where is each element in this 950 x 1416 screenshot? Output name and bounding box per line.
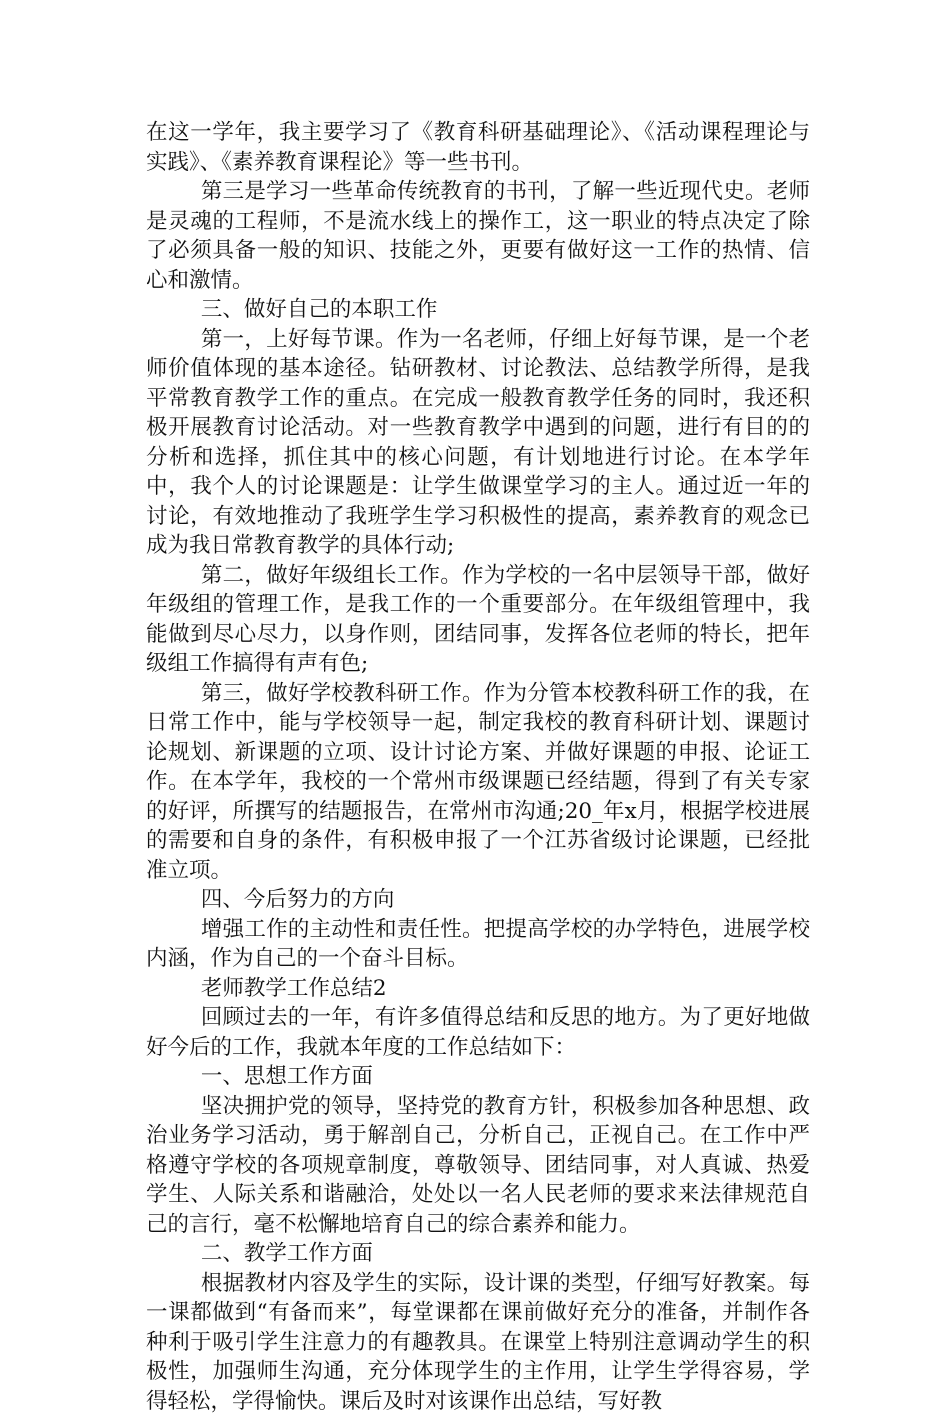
section-heading: 二、教学工作方面: [146, 1239, 810, 1269]
paragraph: 第三，做好学校教科研工作。作为分管本校教科研工作的我，在日常工作中，能与学校领导一起，制定我校的教育科研计划、课题讨论规划、新课题的立项、设计讨论方案、并做好课题的申报、论证工作。在本学年，我校的一个常州市级课题已经结题，得到了有关专家的好评，所撰写的结题报告，在常州市沟通;20_年x月，根据学校进展的需要和自身的条件，有积极申报了一个江苏省级讨论课题，已经批准立项。: [146, 679, 810, 886]
paragraph: 在这一学年，我主要学习了《教育科研基础理论》、《活动课程理论与实践》、《素养教育课程论》等一些书刊。: [146, 118, 810, 177]
section-heading: 三、做好自己的本职工作: [146, 295, 810, 325]
paragraph: 坚决拥护党的领导，坚持党的教育方针，积极参加各种思想、政治业务学习活动，勇于解剖自己，分析自己，正视自己。在工作中严格遵守学校的各项规章制度，尊敬领导、团结同事，对人真诚、热爱学生、人际关系和谐融洽，处处以一名人民老师的要求来法律规范自己的言行，毫不松懈地培育自己的综合素养和能力。: [146, 1092, 810, 1240]
document-page: [146, 118, 810, 1416]
paragraph: 回顾过去的一年，有许多值得总结和反思的地方。为了更好地做好今后的工作，我就本年度的工作总结如下：: [146, 1003, 810, 1062]
paragraph: 第一，上好每节课。作为一名老师，仔细上好每节课，是一个老师价值体现的基本途径。钻研教材、讨论教法、总结教学所得，是我平常教育教学工作的重点。在完成一般教育教学任务的同时，我还积极开展教育讨论活动。对一些教育教学中遇到的问题，进行有目的的分析和选择，抓住其中的核心问题，有计划地进行讨论。在本学年中，我个人的讨论课题是：让学生做课堂学习的主人。通过近一年的讨论，有效地推动了我班学生学习积极性的提高，素养教育的观念已成为我日常教育教学的具体行动;: [146, 325, 810, 561]
document-subtitle: 老师教学工作总结2: [146, 974, 810, 1004]
paragraph: 根据教材内容及学生的实际，设计课的类型，仔细写好教案。每一课都做到“有备而来”，每堂课都在课前做好充分的准备，并制作各种利于吸引学生注意力的有趣教具。在课堂上特别注意调动学生的积极性，加强师生沟通，充分体现学生的主作用，让学生学得容易，学得轻松，学得愉快。课后及时对该课作出总结，写好教: [146, 1269, 810, 1416]
paragraph: 第二，做好年级组长工作。作为学校的一名中层领导干部，做好年级组的管理工作，是我工作的一个重要部分。在年级组管理中，我能做到尽心尽力，以身作则，团结同事，发挥各位老师的特长，把年级组工作搞得有声有色;: [146, 561, 810, 679]
section-heading: 四、今后努力的方向: [146, 885, 810, 915]
section-heading: 一、思想工作方面: [146, 1062, 810, 1092]
paragraph: 第三是学习一些革命传统教育的书刊，了解一些近现代史。老师是灵魂的工程师，不是流水线上的操作工，这一职业的特点决定了除了必须具备一般的知识、技能之外，更要有做好这一工作的热情、信心和激情。: [146, 177, 810, 295]
paragraph: 增强工作的主动性和责任性。把提高学校的办学特色，进展学校内涵，作为自己的一个奋斗目标。: [146, 915, 810, 974]
